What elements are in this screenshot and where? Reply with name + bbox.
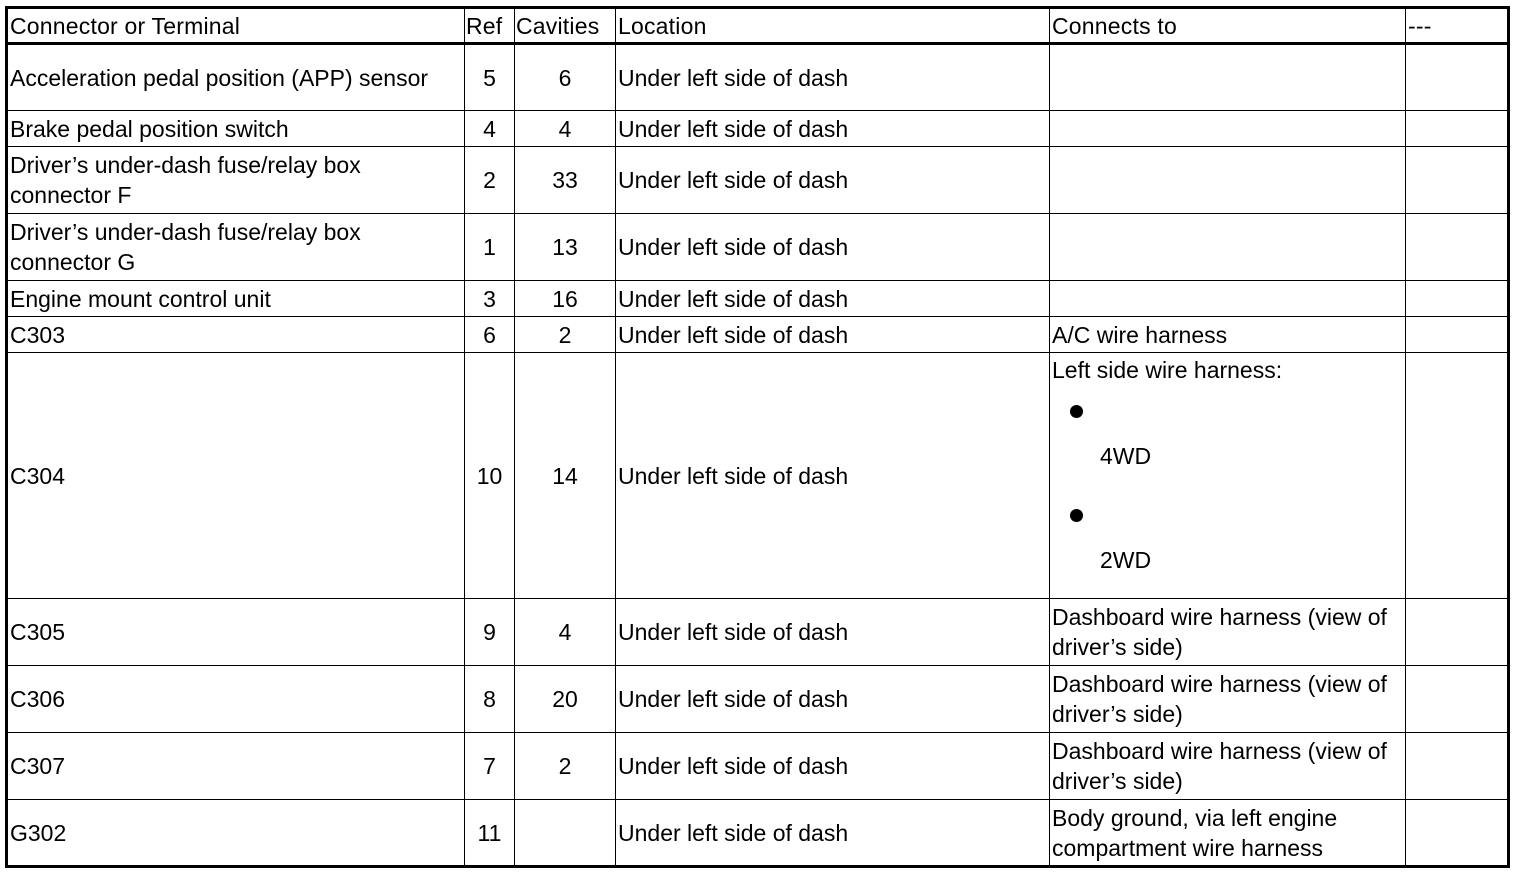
cell-location: Under left side of dash xyxy=(616,214,1050,281)
cell-extra xyxy=(1406,733,1509,800)
cell-cavities: 20 xyxy=(515,666,616,733)
cell-location: Under left side of dash xyxy=(616,317,1050,353)
cell-extra xyxy=(1406,111,1509,147)
table-row xyxy=(7,317,1509,353)
cell-extra xyxy=(1406,317,1509,353)
cell-ref: 10 xyxy=(465,353,515,599)
cell-connector: Driver’s under-dash fuse/relay box connector F xyxy=(7,147,465,214)
header-connector: Connector or Terminal xyxy=(7,8,465,44)
table-row xyxy=(7,353,1509,599)
cell-cavities: 2 xyxy=(515,733,616,800)
table-row xyxy=(7,147,1509,214)
cell-cavities: 33 xyxy=(515,147,616,214)
cell-extra xyxy=(1406,44,1509,111)
cell-connects-to xyxy=(1050,44,1406,111)
cell-connects-to xyxy=(1050,281,1406,317)
cell-connects-to xyxy=(1050,147,1406,214)
cell-ref: 4 xyxy=(465,111,515,147)
table-row xyxy=(7,281,1509,317)
cell-ref: 1 xyxy=(465,214,515,281)
table-row xyxy=(7,44,1509,111)
cell-location: Under left side of dash xyxy=(616,281,1050,317)
cell-connects-to xyxy=(1050,111,1406,147)
cell-extra xyxy=(1406,147,1509,214)
bullet-dot-icon xyxy=(1070,509,1083,522)
bullet-item xyxy=(1052,509,1403,573)
cell-connects-to: Body ground, via left engine compartment wire harness xyxy=(1050,800,1406,867)
connector-table xyxy=(5,6,1510,868)
cell-connects-to: Dashboard wire harness (view of driver’s side) xyxy=(1050,599,1406,666)
cell-cavities: 2 xyxy=(515,317,616,353)
table-row xyxy=(7,733,1509,800)
cell-location: Under left side of dash xyxy=(616,353,1050,599)
header-ref: Ref xyxy=(465,8,515,44)
cell-extra xyxy=(1406,800,1509,867)
cell-connector: Acceleration pedal position (APP) sensor xyxy=(7,44,465,111)
cell-ref: 3 xyxy=(465,281,515,317)
bullet-text: 4WD xyxy=(1100,443,1152,469)
cell-ref: 2 xyxy=(465,147,515,214)
cell-connects-to xyxy=(1050,214,1406,281)
cell-cavities: 13 xyxy=(515,214,616,281)
header-row xyxy=(7,8,1509,44)
table-row xyxy=(7,666,1509,733)
table-row xyxy=(7,800,1509,867)
table-row xyxy=(7,214,1509,281)
cell-connector: Brake pedal position switch xyxy=(7,111,465,147)
cell-extra xyxy=(1406,353,1509,599)
cell-location: Under left side of dash xyxy=(616,666,1050,733)
cell-connector: Driver’s under-dash fuse/relay box connector G xyxy=(7,214,465,281)
cell-location: Under left side of dash xyxy=(616,111,1050,147)
cell-ref: 6 xyxy=(465,317,515,353)
cell-connects-to xyxy=(1050,353,1406,599)
cell-extra xyxy=(1406,599,1509,666)
cell-ref: 9 xyxy=(465,599,515,666)
cell-location: Under left side of dash xyxy=(616,44,1050,111)
cell-ref: 11 xyxy=(465,800,515,867)
cell-location: Under left side of dash xyxy=(616,733,1050,800)
cell-ref: 8 xyxy=(465,666,515,733)
cell-connector: C303 xyxy=(7,317,465,353)
bullet-item xyxy=(1052,405,1403,469)
cell-cavities: 14 xyxy=(515,353,616,599)
cell-ref: 5 xyxy=(465,44,515,111)
cell-connector: C307 xyxy=(7,733,465,800)
cell-connector: C304 xyxy=(7,353,465,599)
cell-cavities: 4 xyxy=(515,599,616,666)
cell-connects-to: Dashboard wire harness (view of driver’s side) xyxy=(1050,733,1406,800)
cell-ref: 7 xyxy=(465,733,515,800)
cell-extra xyxy=(1406,281,1509,317)
bullet-dot-icon xyxy=(1070,405,1083,418)
table-row xyxy=(7,111,1509,147)
connects-to-heading: Left side wire harness: xyxy=(1052,357,1283,383)
cell-connector: C305 xyxy=(7,599,465,666)
header-extra: --- xyxy=(1406,8,1509,44)
header-connects-to: Connects to xyxy=(1050,8,1406,44)
cell-connects-to: A/C wire harness xyxy=(1050,317,1406,353)
cell-location: Under left side of dash xyxy=(616,599,1050,666)
cell-location: Under left side of dash xyxy=(616,800,1050,867)
header-cavities: Cavities xyxy=(515,8,616,44)
cell-cavities: 6 xyxy=(515,44,616,111)
cell-extra xyxy=(1406,214,1509,281)
cell-connector: C306 xyxy=(7,666,465,733)
table-row xyxy=(7,599,1509,666)
cell-connector: Engine mount control unit xyxy=(7,281,465,317)
cell-cavities xyxy=(515,800,616,867)
cell-cavities: 16 xyxy=(515,281,616,317)
cell-location: Under left side of dash xyxy=(616,147,1050,214)
bullet-text: 2WD xyxy=(1100,547,1152,573)
cell-cavities: 4 xyxy=(515,111,616,147)
cell-connector: G302 xyxy=(7,800,465,867)
cell-connects-to: Dashboard wire harness (view of driver’s side) xyxy=(1050,666,1406,733)
cell-extra xyxy=(1406,666,1509,733)
header-location: Location xyxy=(616,8,1050,44)
